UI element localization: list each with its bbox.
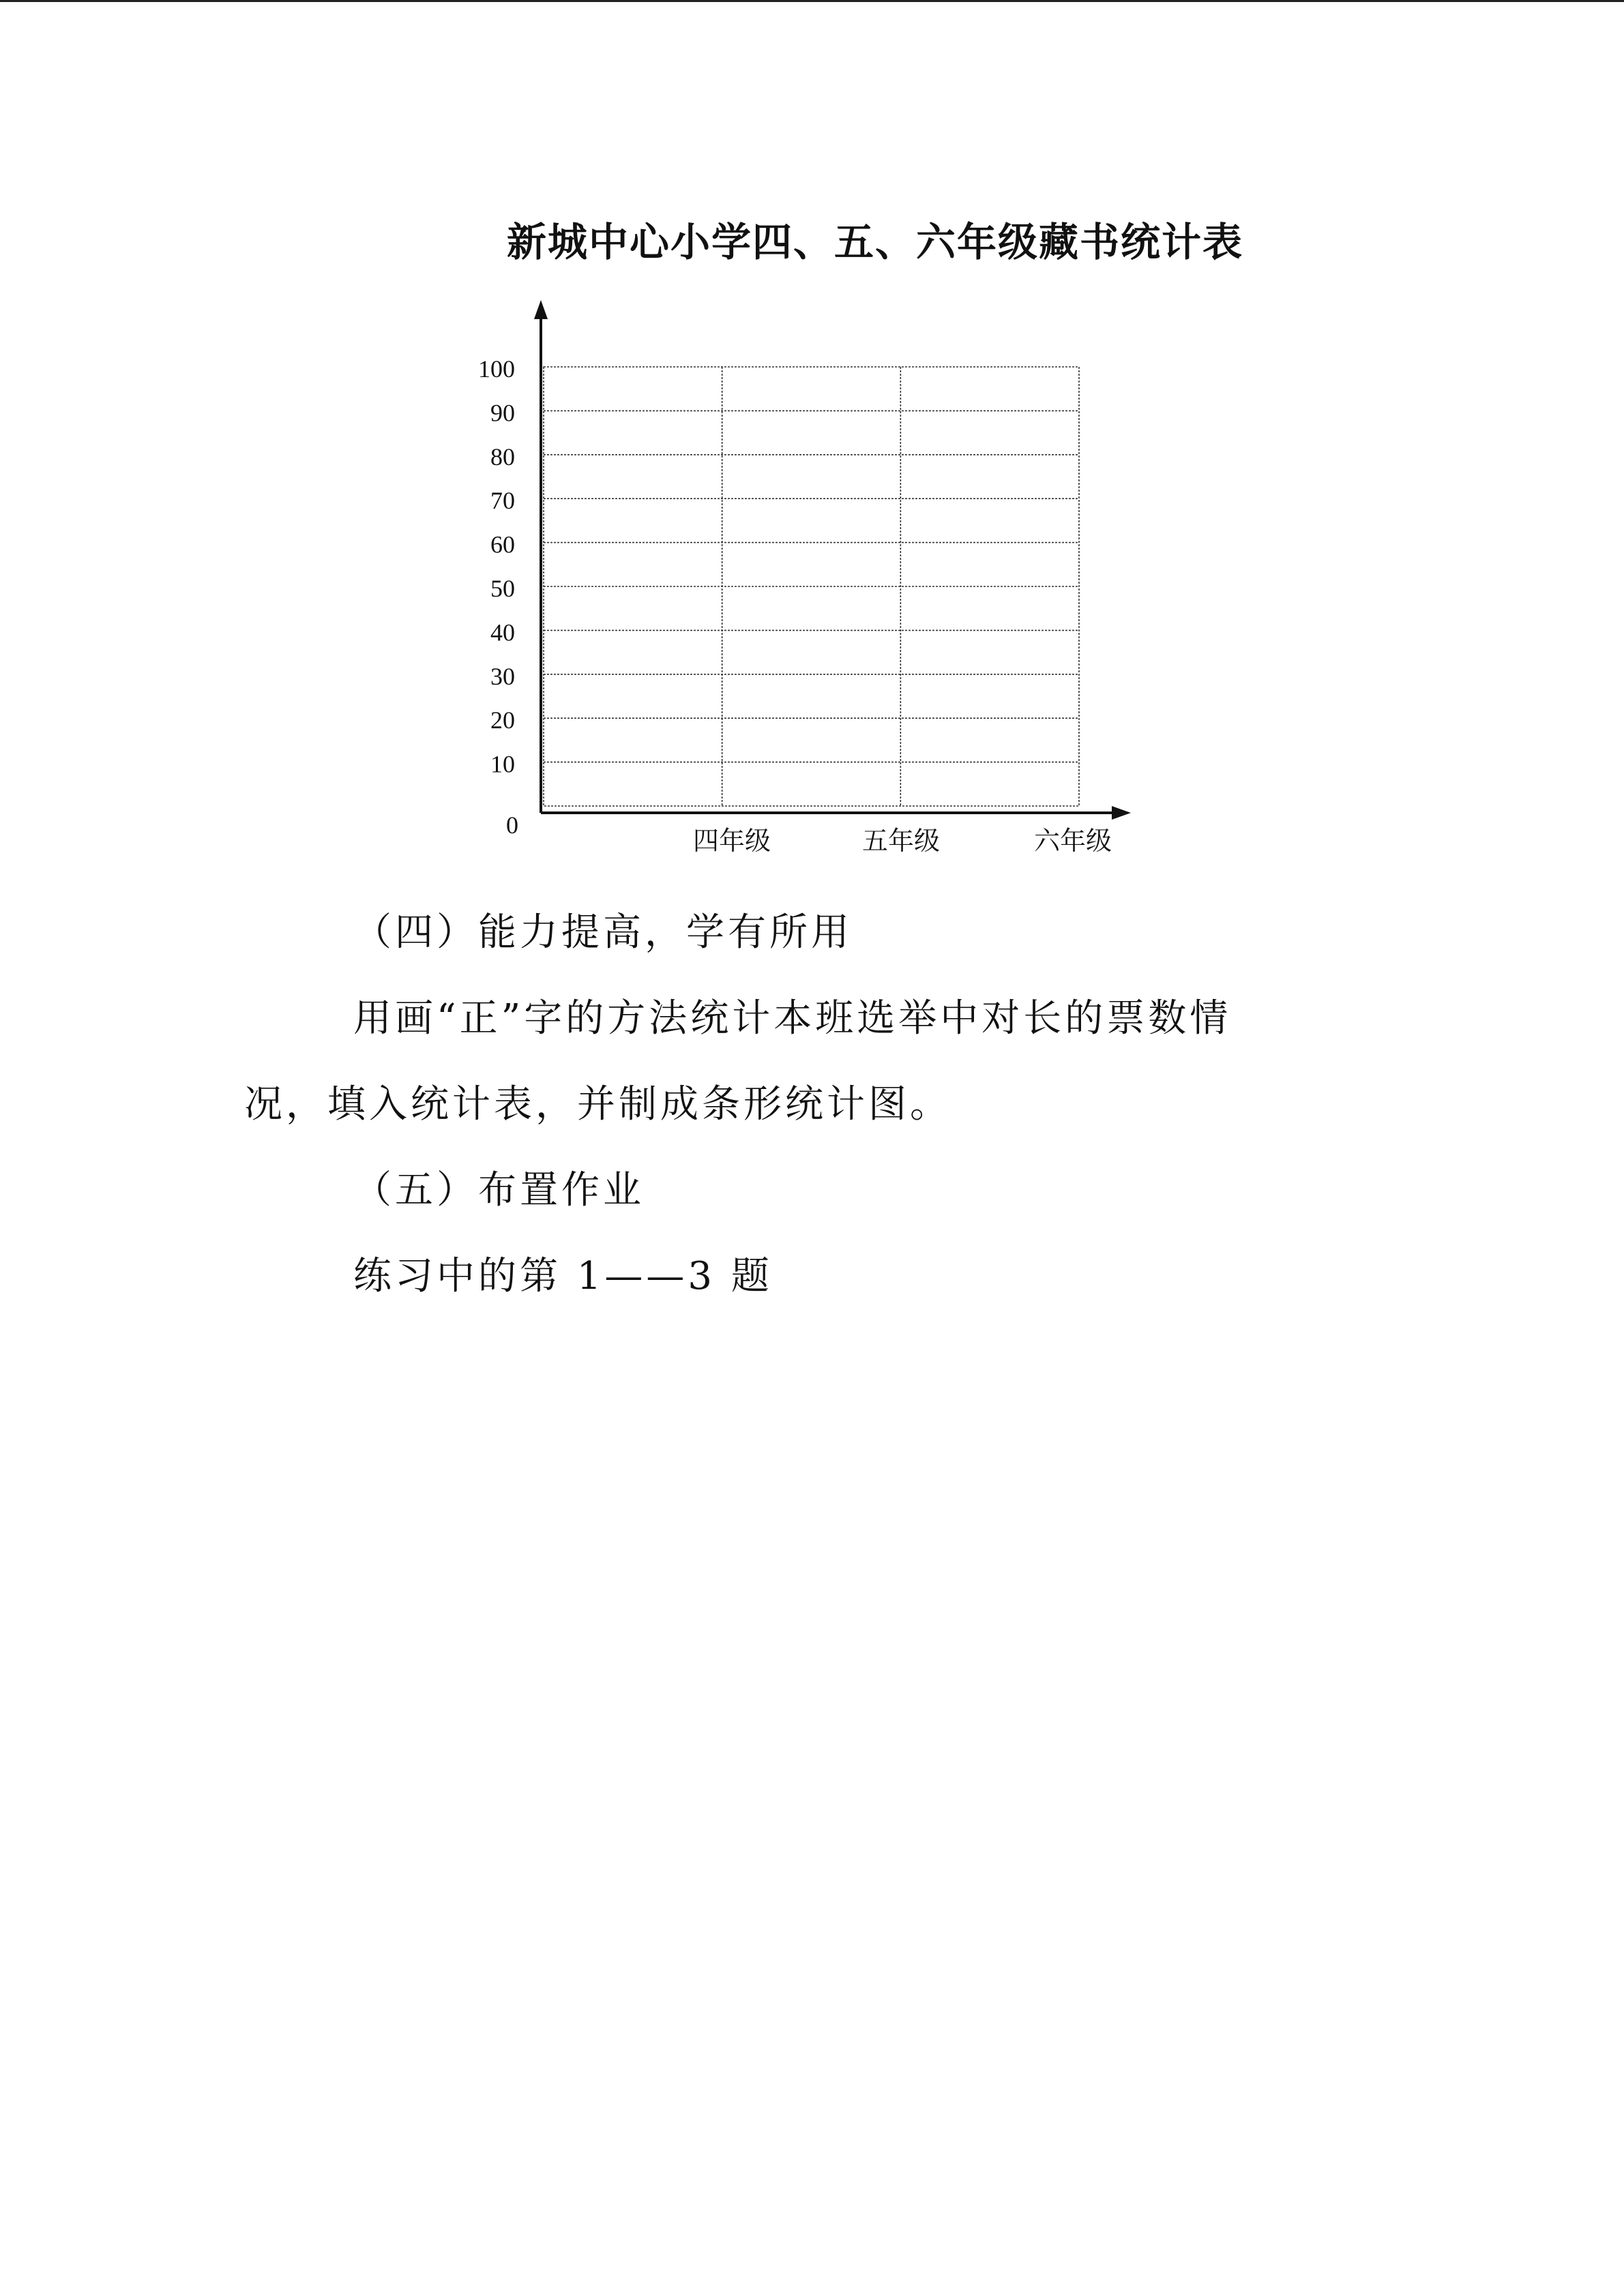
x-tick-labels xyxy=(693,826,1112,856)
section-five-heading: （五）布置作业 xyxy=(353,1168,645,1212)
y-tick-label: 10 xyxy=(490,750,515,778)
y-tick-label: 0 xyxy=(506,811,518,839)
y-tick-label: 30 xyxy=(490,662,515,690)
y-axis-arrow-icon xyxy=(534,300,548,319)
page-top-border xyxy=(0,0,1624,2)
chart-grid xyxy=(544,367,1079,806)
grid-border xyxy=(544,367,1079,806)
y-tick-label: 90 xyxy=(490,399,515,427)
x-tick-label: 五年级 xyxy=(861,826,940,856)
x-tick-label: 六年级 xyxy=(1033,826,1112,856)
y-tick-label: 100 xyxy=(478,355,515,383)
instruction-line-2: 况，填入统计表，并制成条形统计图。 xyxy=(244,1082,951,1127)
y-tick-label: 50 xyxy=(490,575,515,602)
instruction-line-1: 用画“正”字的方法统计本班选举中对长的票数情 xyxy=(353,996,1232,1041)
homework-line: 练习中的第 1——3 题 xyxy=(353,1254,773,1298)
y-tick-label: 70 xyxy=(490,487,515,515)
x-tick-label: 四年级 xyxy=(692,826,771,856)
chart-axes xyxy=(534,300,1131,820)
y-tick-labels xyxy=(478,355,518,839)
y-tick-label: 80 xyxy=(490,443,515,471)
y-tick-label: 40 xyxy=(490,618,515,646)
section-four-heading: （四）能力提高，学有所用 xyxy=(353,910,853,955)
x-axis-arrow-icon xyxy=(1112,806,1131,820)
blank-bar-chart xyxy=(0,0,1624,886)
chart-title: 新城中心小学四、五、六年级藏书统计表 xyxy=(506,219,1243,265)
y-tick-label: 20 xyxy=(490,706,515,734)
y-tick-label: 60 xyxy=(490,531,515,558)
